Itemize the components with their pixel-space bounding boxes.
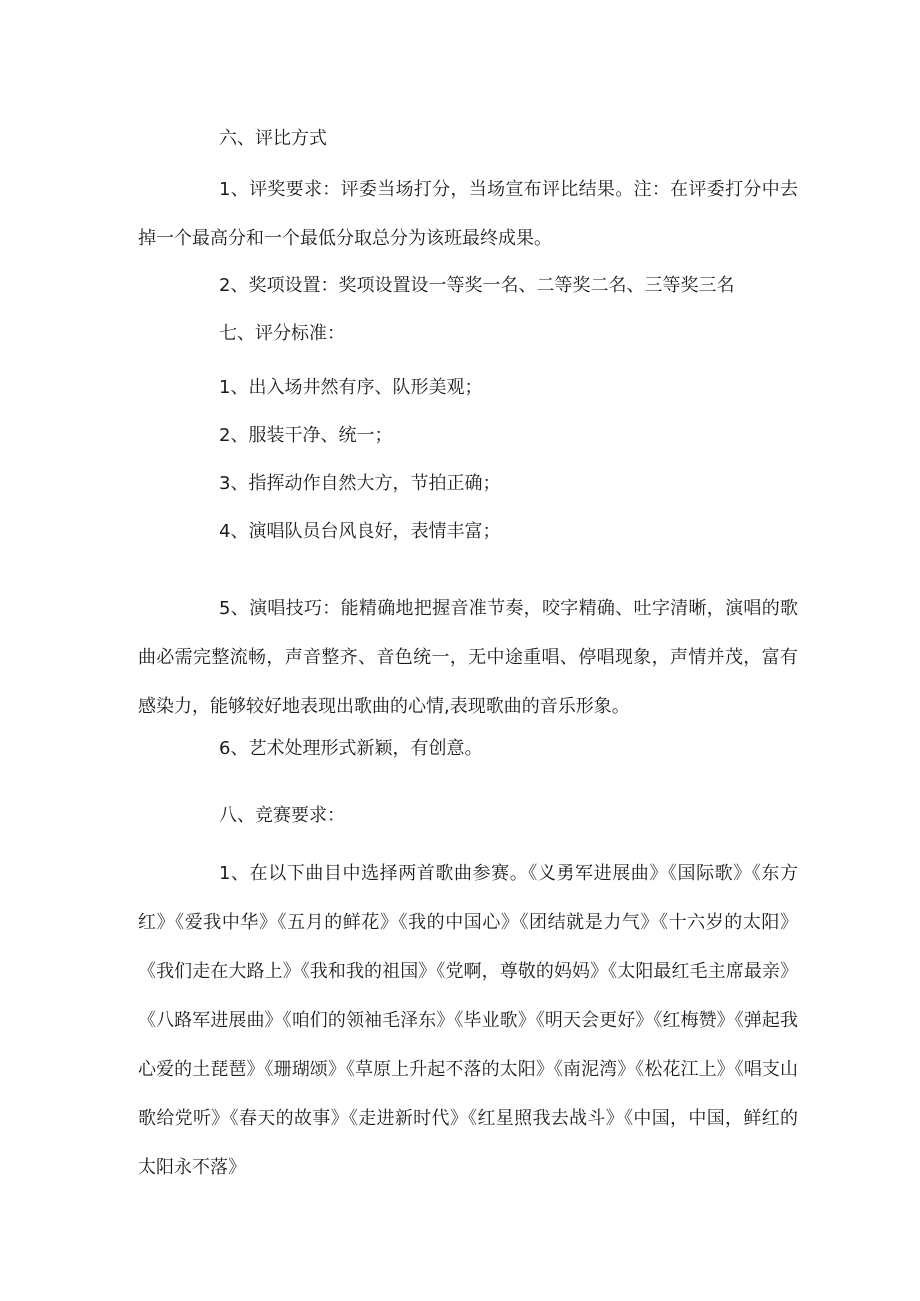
criteria-item-3: 3、指挥动作自然大方，节拍正确； xyxy=(219,473,501,494)
paragraph-award-requirement: 1、评奖要求：评委当场打分，当场宣布评比结果。注：在评委打分中去掉一个最高分和一个最低分取总分为该班最终成果。 xyxy=(138,179,798,249)
criteria-item-5: 5、演唱技巧：能精确地把握音准节奏，咬字精确、吐字清晰，演唱的歌曲必需完整流畅，声音整齐、音色统一，无中途重唱、停唱现象，声情并茂，富有感染力，能够较好地表现出歌曲的心情,表现歌曲的音乐形象。 xyxy=(138,598,798,717)
criteria-item-2: 2、服装干净、统一； xyxy=(219,425,393,446)
section-heading-competition: 八、竞赛要求： xyxy=(219,805,345,826)
section-heading-scoring: 七、评分标准： xyxy=(219,323,345,344)
criteria-item-1: 1、出入场井然有序、队形美观； xyxy=(219,377,483,398)
criteria-item-6: 6、艺术处理形式新颖，有创意。 xyxy=(219,738,483,759)
criteria-item-4: 4、演唱队员台风良好，表情丰富； xyxy=(219,521,501,542)
paragraph-award-setting: 2、奖项设置：奖项设置设一等奖一名、二等奖二名、三等奖三名 xyxy=(219,275,735,296)
paragraph-song-requirement: 1、在以下曲目中选择两首歌曲参赛。《义勇军进展曲》《国际歌》《东方红》《爱我中华》《五月的鲜花》《我的中国心》《团结就是力气》《十六岁的太阳》《我们走在大路上》《我和我的祖国》《党啊，尊敬的妈妈》《太阳最红毛主席最亲》《八路军进展曲》《咱们的领袖毛泽东》《毕业歌》《明天会更好》《红梅赞》《弹起我心爱的土琵琶》《珊瑚颂》《草原上升起不落的太阳》《南泥湾》《松花江上》《唱支山歌给党听》《春天的故事》《走进新时代》《红星照我去战斗》《中国，中国，鲜红的太阳永不落》 xyxy=(138,863,798,1178)
section-heading-judging: 六、评比方式 xyxy=(219,128,327,149)
